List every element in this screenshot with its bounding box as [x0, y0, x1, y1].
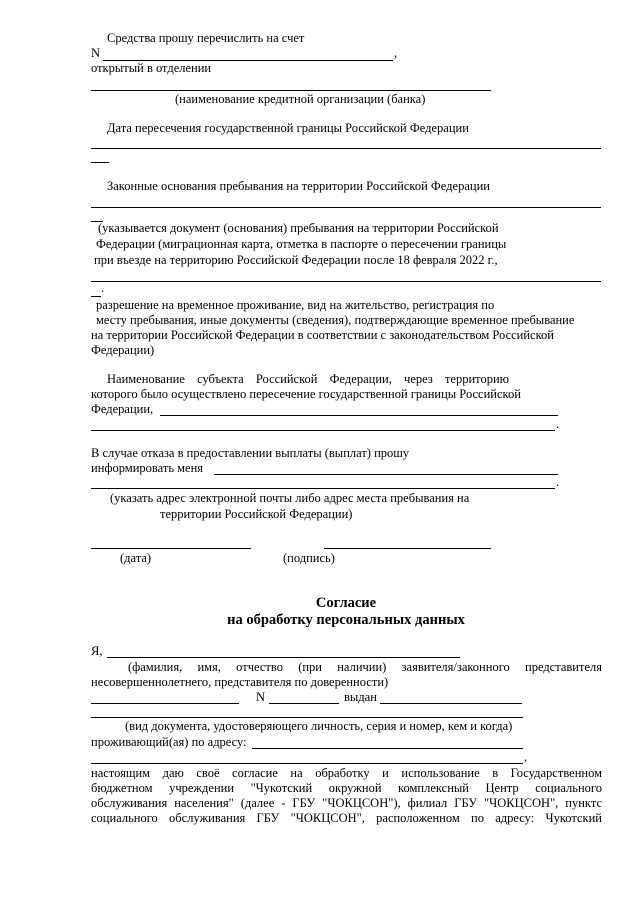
subject-label-line-1: Наименование субъекта Российской Федерации, через территорию — [107, 372, 509, 386]
document-line[interactable] — [91, 281, 601, 282]
refusal-contact-line-2[interactable] — [91, 488, 555, 489]
document-line-dot: . — [101, 281, 105, 295]
refusal-text-line-2: информировать меня — [91, 461, 204, 475]
crossing-date-line-short[interactable] — [91, 162, 109, 163]
subject-label-line-3: Федерации, — [91, 402, 154, 416]
address-line-end: , — [524, 750, 528, 764]
id-doc-caption: (вид документа, удостоверяющего личность, серия и номер, кем и когда) — [125, 719, 513, 733]
crossing-date-line[interactable] — [91, 148, 601, 149]
consent-body-line-1: настоящим даю своё согласие на обработку и использование в Государственном — [91, 766, 602, 780]
date-caption: (дата) — [120, 551, 152, 565]
consent-body-line-2: бюджетном учреждении "Чукотский окружной комплексный Центр социального — [91, 781, 602, 795]
subject-line[interactable] — [160, 415, 558, 416]
legal-grounds-label: Законные основания пребывания на территории Российской Федерации — [107, 179, 490, 193]
refusal-text-line-1: В случае отказа в предоставлении выплаты (выплат) прошу — [91, 446, 410, 460]
id-doc-details-line[interactable] — [91, 717, 523, 718]
bank-name-line[interactable] — [91, 90, 491, 91]
document-note-line-1: (указывается документ (основания) пребывания на территории Российской — [98, 221, 499, 235]
id-doc-type-line[interactable] — [91, 703, 239, 704]
consent-i-label: Я, — [91, 644, 103, 658]
fio-caption-line-2: несовершеннолетнего, представителя по доверенности) — [91, 675, 389, 689]
account-comma: , — [394, 46, 398, 60]
permit-note-line-4: Федерации) — [91, 343, 155, 357]
refusal-caption-line-2: территории Российской Федерации) — [160, 507, 353, 521]
issued-label: выдан — [344, 690, 377, 704]
consent-title: Согласие — [315, 595, 377, 611]
date-line[interactable] — [91, 548, 251, 549]
crossing-date-label: Дата пересечения государственной границы Российской Федерации — [107, 121, 469, 135]
consent-body-line-4: социального обслуживания ГБУ "ЧОКЦСОН", расположенном по адресу: Чукотский — [91, 811, 602, 825]
transfer-request-text: Средства прошу перечислить на счет — [107, 31, 305, 45]
document-line-short[interactable] — [91, 296, 101, 297]
document-note-line-3: при въезде на территорию Российской Федерации после 18 февраля 2022 г., — [94, 253, 498, 267]
permit-note-line-1: разрешение на временное проживание, вид на жительство, регистрация по — [96, 298, 495, 312]
bank-name-caption: (наименование кредитной организации (банка) — [175, 92, 426, 106]
issued-by-line[interactable] — [380, 703, 522, 704]
signature-caption: (подпись) — [283, 551, 335, 565]
account-number-label: N — [91, 46, 101, 60]
refusal-line-end: . — [556, 475, 560, 489]
address-line-2[interactable] — [91, 763, 523, 764]
address-line[interactable] — [252, 748, 523, 749]
residing-label: проживающий(ая) по адресу: — [91, 735, 247, 749]
permit-note-line-2: месту пребывания, иные документы (сведения), подтверждающие временное пребывание — [96, 313, 575, 327]
subject-line-end: . — [556, 417, 560, 431]
subject-label-line-2: которого было осуществлено пересечение государственной границы Российской — [91, 387, 521, 401]
signature-line[interactable] — [324, 548, 491, 549]
fio-line[interactable] — [107, 657, 460, 658]
consent-body-line-3: обслуживания населения" (далее - ГБУ "ЧОКЦСОН"), филиал ГБУ "ЧОКЦСОН", пунктс — [91, 796, 602, 810]
id-number-line[interactable] — [269, 703, 339, 704]
fio-caption-line-1: (фамилия, имя, отчество (при наличии) заявителя/законного представителя — [128, 660, 602, 674]
document-note-line-2: Федерации (миграционная карта, отметка в паспорте о пересечении границы — [96, 237, 507, 251]
id-number-label: N — [256, 690, 266, 704]
refusal-contact-line[interactable] — [214, 474, 558, 475]
permit-note-line-3: на территории Российской Федерации в соответствии с законодательством Российской — [91, 328, 554, 342]
refusal-caption-line-1: (указать адрес электронной почты либо адрес места пребывания на — [110, 491, 470, 505]
legal-grounds-line[interactable] — [91, 207, 601, 208]
consent-subtitle: на обработку персональных данных — [227, 612, 465, 628]
subject-line-2[interactable] — [91, 430, 555, 431]
opened-in-branch-text: открытый в отделении — [91, 61, 212, 75]
